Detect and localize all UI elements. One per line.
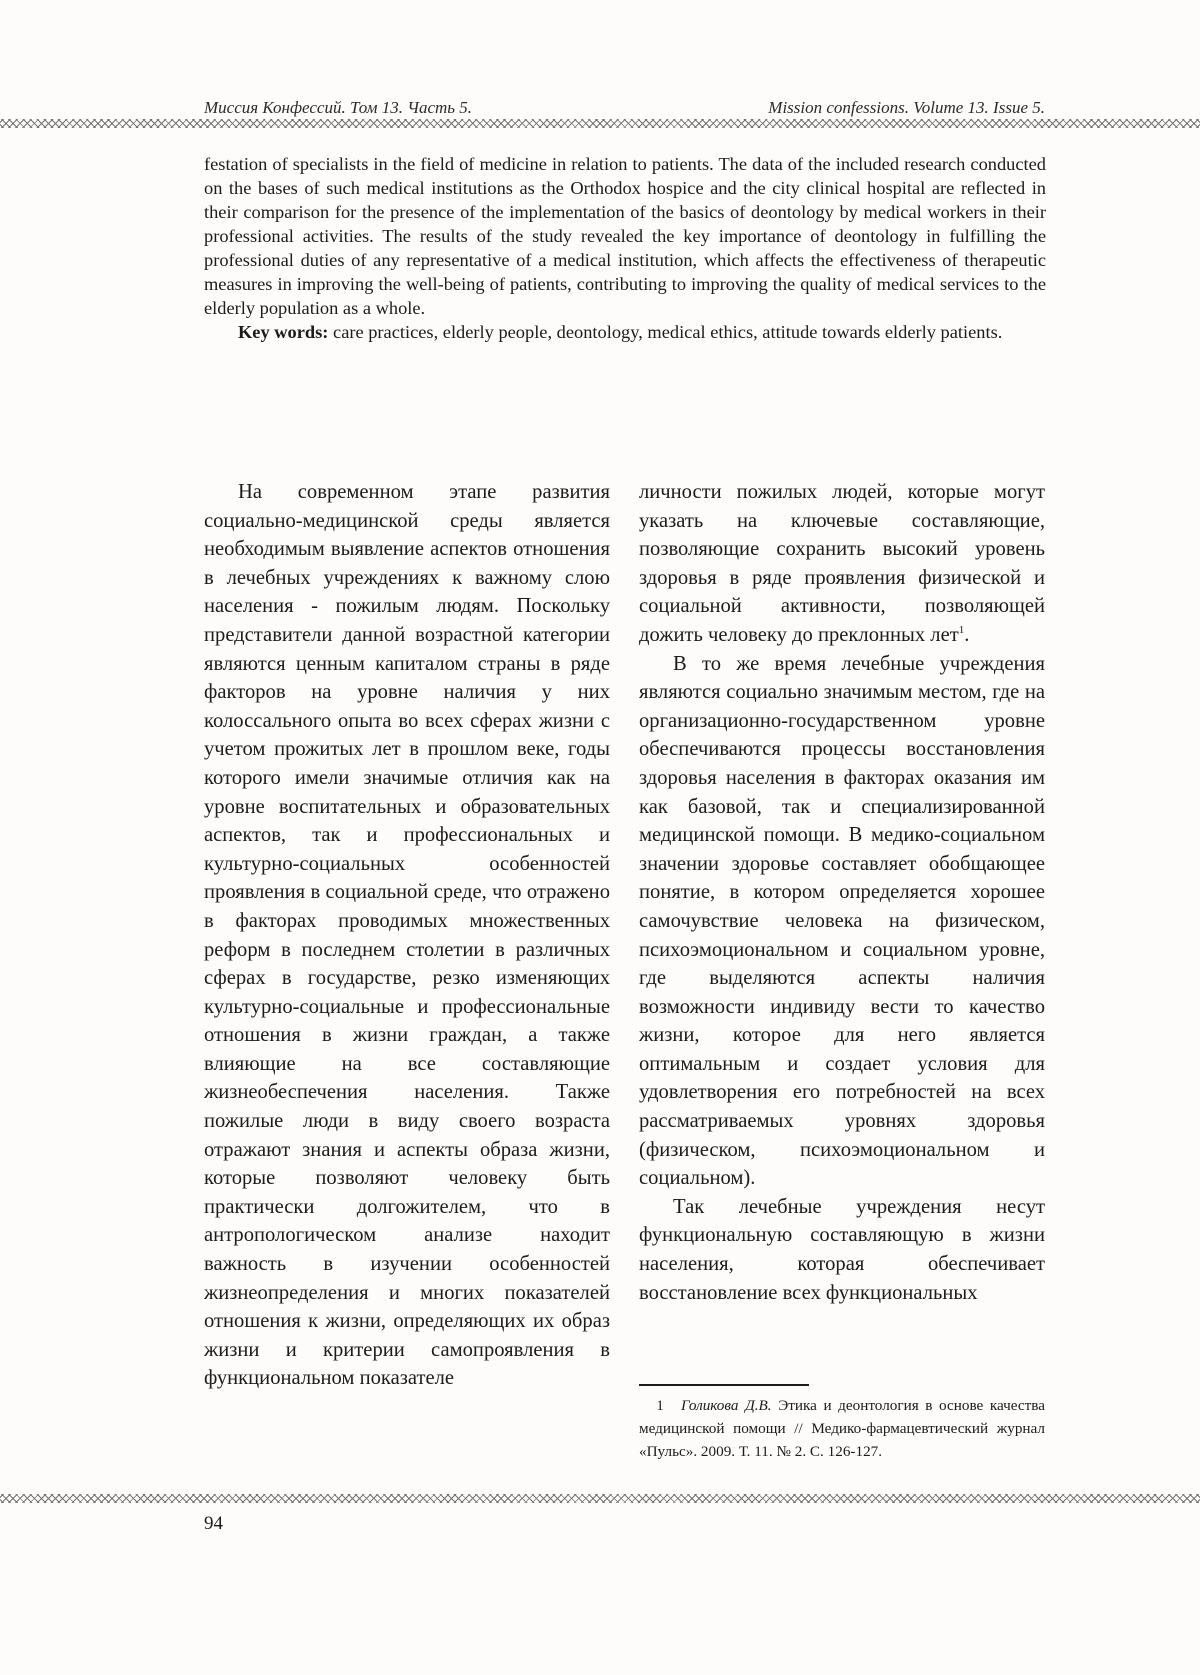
footnote-rule: [639, 1384, 809, 1386]
left-column: [204, 478, 610, 1393]
left-paragraph-1: На современном этапе развития социально-медицинской среды является необходимым выявление аспектов отношения в лечебных учреждениях к важному слою населения - пожилым людям. Поскольку представители данной возрастной категории являются ценным капиталом страны в ряде факторов на уровне наличия у них колоссального опыта во всех сферах жизни с учетом прожитых лет в прошлом веке, годы которого имели значимые отличия как на уровне воспитательных и образовательных аспектов, так и профессиональных и культурно-социальных особенностей проявления в социальной среде, что отражено в факторах проводимых множественных реформ в последнем столетии в различных сферах в государстве, резко изменяющих культурно-социальные и профессиональные отношения в жизни граждан, а также влияющие на все составляющие жизнеобеспечения населения. Также пожилые люди в виду своего возраста отражают знания и аспекты образа жизни, которые позволяют человеку быть практически долгожителем, что в антропологическом анализе находит важность в изучении особенностей жизнеопределения и многих показателей отношения к жизни, определяющих их образ жизни и критерии самопроявления в функциональном показателе: [204, 481, 610, 1390]
footnote-ref[interactable]: 1: [958, 624, 965, 637]
right-paragraph-2: В то же время лечебные учреждения являются социально значимым местом, где на организационно-государственном уровне обеспечиваются процессы восстановления здоровья населения в факторах оказания им как базовой, так и специализированной медицинской помощи. В медико-социальном значении здоровье составляет обобщающее понятие, в котором определяется хорошее самочувствие человека на физическом, психоэмоциональном и социальном уровне, где выделяются аспекты наличия возможности индивиду вести то качество жизни, которое для него является оптимальным и создает условия для удовлетворения его потребностей на всех рассматриваемых уровнях здоровья (физическом, психоэмоциональном и социальном).: [639, 652, 1045, 1190]
footnote-author: Голикова Д.В.: [681, 1397, 772, 1414]
footer-ornament-rule: [0, 1494, 1200, 1503]
page-number: 94: [204, 1513, 223, 1534]
right-paragraph-1-text: личности пожилых людей, которые могут указать на ключевые составляющие, позволяющие сохранить высокий уровень здоровья в ряде проявления физической и социальной активности, позволяющей дожить человеку до преклонных лет: [639, 481, 1045, 646]
right-paragraph-3: Так лечебные учреждения несут функциональную составляющую в жизни населения, которая обеспечивает восстановление всех функциональных: [639, 1195, 1045, 1304]
header-ornament-rule: [0, 119, 1200, 128]
right-paragraph-1: [639, 478, 1045, 650]
keywords-label: Key words:: [238, 322, 329, 342]
abstract-text: festation of specialists in the field of medicine in relation to patients. The data of the included research conducted on the bases of such medical institutions as the Orthodox hospice and the city clinical hospital are reflected in their comparison for the presence of the implementation of the basics of deontology by medical workers in their professional activities. The results of the study revealed the key importance of deontology in fulfilling the professional duties of any representative of a medical institution, which affects the effectiveness of therapeutic measures in improving the well-being of patients, contributing to improving the quality of medical services to the elderly population as a whole.: [204, 154, 1046, 318]
footnote: [639, 1394, 1045, 1463]
header-left: Миссия Конфессий. Том 13. Часть 5.: [204, 98, 473, 117]
keywords-text: care practices, elderly people, deontology, medical ethics, attitude towards elderly patients.: [333, 322, 1003, 342]
footnote-text: Этика и деонтология в основе качества медицинской помощи // Медико-фармацевтический журнал «Пульс». 2009. Т. 11. № 2. С. 126-127.: [639, 1397, 1046, 1460]
right-column: [639, 478, 1045, 1307]
keywords: [204, 320, 1046, 344]
running-header: [204, 98, 1045, 118]
right-paragraph-1-end: .: [964, 623, 970, 646]
abstract: [204, 152, 1046, 344]
footnote-number: 1: [656, 1397, 664, 1414]
header-right: Mission confessions. Volume 13. Issue 5.: [768, 98, 1045, 117]
